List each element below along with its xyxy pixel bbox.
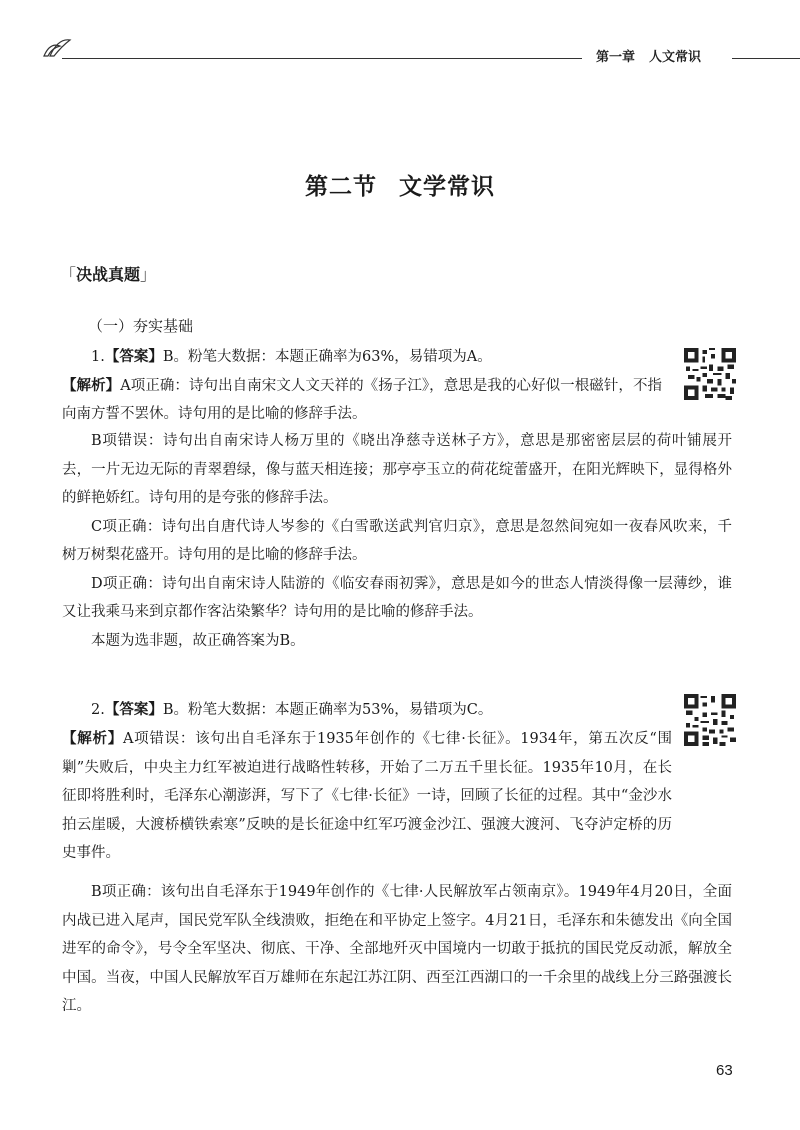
q1-number: 1. <box>91 349 105 365</box>
q2-analysis-a <box>62 725 672 868</box>
q1-answer-line <box>62 343 662 372</box>
band-bracket-close: 」 <box>140 265 157 284</box>
q1-paragraph-d: D项正确：诗句出自南宋诗人陆游的《临安春雨初霁》，意思是如今的世态人情淡得像一层薄纱，谁又让我乘马来到京都作客沾染繁华？诗句用的是比喻的修辞手法。 <box>62 575 732 620</box>
header-chapter-number: 第一章 <box>596 50 636 65</box>
q2-answer-line <box>62 696 662 725</box>
qr-code-question-2[interactable] <box>684 694 736 746</box>
band-heading <box>60 262 156 285</box>
section-title <box>0 168 800 201</box>
question-2-paragraphs <box>62 878 732 1021</box>
question-1-paragraphs <box>62 427 732 655</box>
qr-code-question-1[interactable] <box>684 348 736 400</box>
leaf-sprout-icon <box>40 36 74 60</box>
header-rule-left <box>62 58 582 59</box>
q2-answer-text: B。粉笔大数据：本题正确率为53%，易错项为C。 <box>162 702 493 718</box>
subsection-heading: （一）夯实基础 <box>88 317 194 335</box>
section-number: 第二节 <box>305 174 377 200</box>
q1-answer-tag: 【答案】 <box>104 349 163 365</box>
band-bracket-open: 「 <box>60 265 77 284</box>
q1-analysis-tag: 【解析】 <box>62 377 121 394</box>
page-number: 63 <box>716 1062 733 1079</box>
q2-paragraph-b: B项正确：该句出自毛泽东于1949年创作的《七律·人民解放军占领南京》。1949年4月20日，全面内战已进入尾声，国民党军队全线溃败，拒绝在和平协定上签字。4月21日，毛泽东和朱德发出《向全国进军的命令》，号令全军坚决、彻底、干净、全部地歼灭中国境内一切敢于抵抗的国民党反动派，解放全中国。当夜，中国人民解放军百万雄师在东起江苏江阴、西至江西湖口的一千余里的战线上分三路强渡长江。 <box>62 884 732 1014</box>
header-rule-right <box>732 58 800 59</box>
running-header <box>596 46 715 65</box>
q2-answer-tag: 【答案】 <box>104 702 163 718</box>
question-1-block <box>62 343 662 429</box>
q1-answer-text: B。粉笔大数据：本题正确率为63%，易错项为A。 <box>162 349 492 365</box>
q1-analysis-a-text: A项正确：诗句出自南宋文人文天祥的《扬子江》，意思是我的心好似一根磁针，不指向南方誓不罢休。诗句用的是比喻的修辞手法。 <box>62 377 663 422</box>
q1-analysis-a <box>62 372 662 429</box>
q1-paragraph-conclusion: 本题为选非题，故正确答案为B。 <box>91 632 305 649</box>
q1-paragraph-b: B项错误：诗句出自南宋诗人杨万里的《晓出净慈寺送林子方》，意思是那密密层层的荷叶铺展开去，一片无边无际的青翠碧绿，像与蓝天相连接；那亭亭玉立的荷花绽蕾盛开，在阳光辉映下，显得格外的鲜艳娇红。诗句用的是夸张的修辞手法。 <box>62 433 732 506</box>
band-label: 决战真题 <box>76 265 141 284</box>
header-chapter-title: 人文常识 <box>649 50 702 65</box>
q2-analysis-tag: 【解析】 <box>62 731 123 747</box>
question-2-analysis <box>62 725 672 868</box>
q2-analysis-a-text: A项错误：该句出自毛泽东于1935年创作的《七律·长征》。1934年，第五次反“围剿”失败后，中央主力红军被迫进行战略性转移，开始了二万五千里长征。1935年10月，在长征即将胜利时，毛泽东心潮澎湃，写下了《七律·长征》一诗，回顾了长征的过程。其中“金沙水拍云崖暖，大渡桥横铁索寒”反映的是长征途中红军巧渡金沙江、强渡大渡河、飞夺泸定桥的历史事件。 <box>62 731 673 861</box>
q2-number: 2. <box>91 702 105 718</box>
section-name: 文学常识 <box>399 174 495 200</box>
question-2-block <box>62 696 662 725</box>
q1-paragraph-c: C项正确：诗句出自唐代诗人岑参的《白雪歌送武判官归京》，意思是忽然间宛如一夜春风吹来，千树万树梨花盛开。诗句用的是比喻的修辞手法。 <box>62 518 732 563</box>
